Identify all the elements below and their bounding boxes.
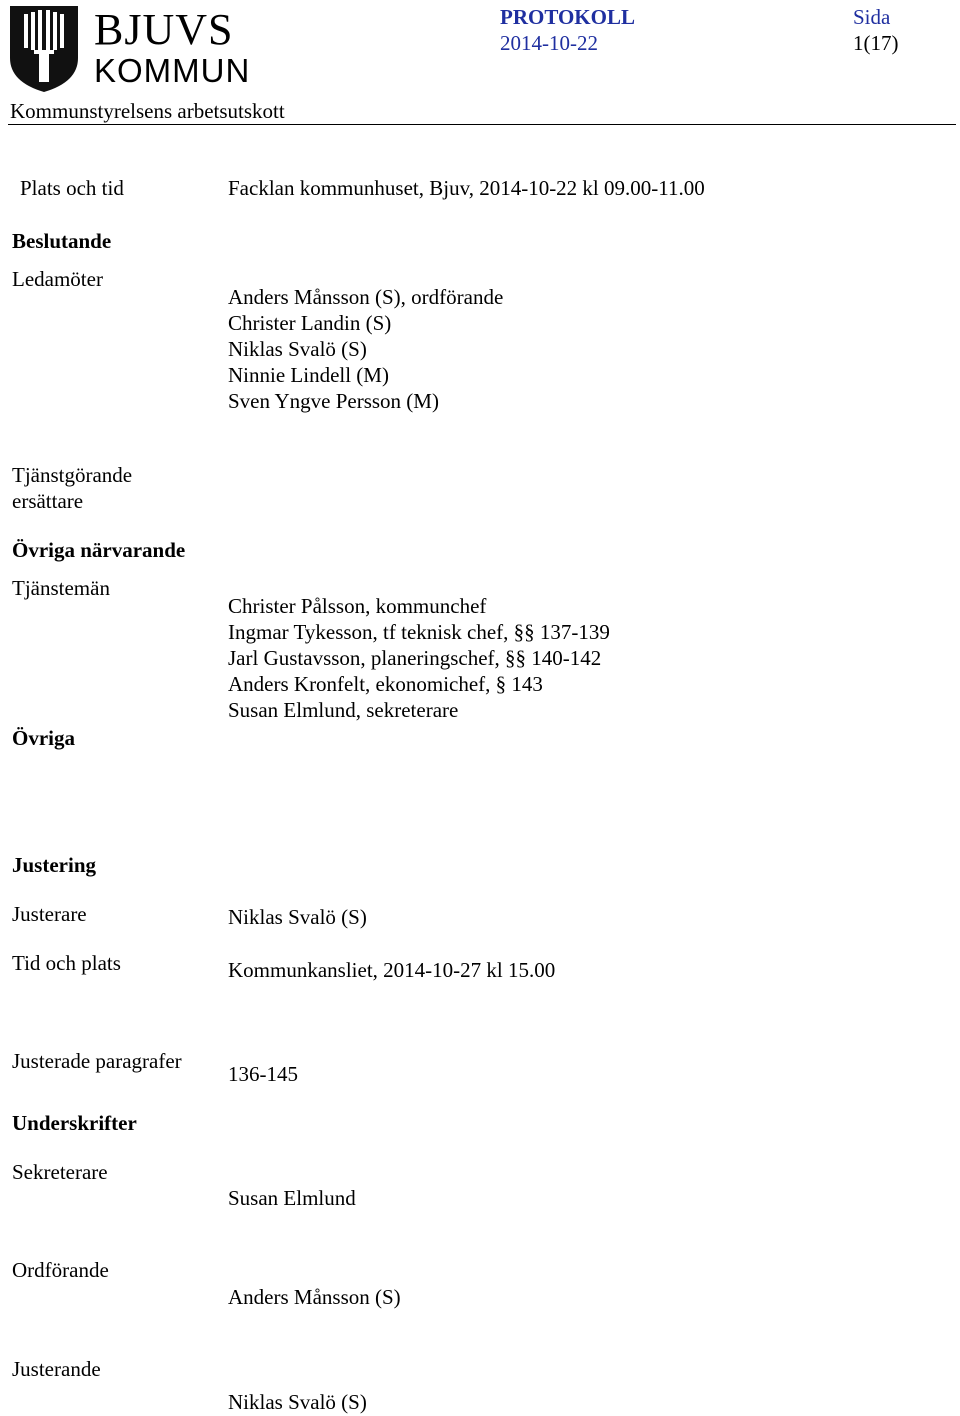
members-list xyxy=(228,284,503,414)
signatures-heading: Underskrifter xyxy=(12,1111,137,1135)
signature-adjuster-name: Niklas Svalö (S) xyxy=(228,1390,367,1414)
adjuster-value: Niklas Svalö (S) xyxy=(228,905,367,929)
substitutes-label-line2: ersättare xyxy=(12,489,84,513)
members-label: Ledamöter xyxy=(12,267,103,291)
member-item: Ninnie Lindell (M) xyxy=(228,363,389,387)
officials-list xyxy=(228,593,610,723)
official-item: Ingmar Tykesson, tf teknisk chef, §§ 137-139 xyxy=(228,620,610,644)
substitutes-label-line1: Tjänstgörande xyxy=(12,463,133,487)
torch-emblem-icon xyxy=(8,2,80,94)
officials-label: Tjänstemän xyxy=(12,576,110,600)
member-item: Sven Yngve Persson (M) xyxy=(228,389,439,413)
logo-name: BJUVS xyxy=(94,5,234,54)
other-label: Övriga xyxy=(12,726,75,750)
chair-label: Ordförande xyxy=(12,1258,109,1282)
official-item: Christer Pålsson, kommunchef xyxy=(228,594,487,618)
time-place-value: Kommunkansliet, 2014-10-27 kl 15.00 xyxy=(228,958,556,982)
signature-adjuster-label: Justerande xyxy=(12,1357,101,1381)
document-type: PROTOKOLL xyxy=(500,5,635,29)
member-item: Christer Landin (S) xyxy=(228,311,392,335)
document-date: 2014-10-22 xyxy=(500,31,598,55)
paragraphs-value: 136-145 xyxy=(228,1062,298,1086)
adjuster-label: Justerare xyxy=(12,902,87,926)
official-item: Anders Kronfelt, ekonomichef, § 143 xyxy=(228,672,543,696)
header-divider xyxy=(8,124,956,125)
place-value: Facklan kommunhuset, Bjuv, 2014-10-22 kl 09.00-11.00 xyxy=(228,176,705,200)
others-present-heading: Övriga närvarande xyxy=(12,538,186,562)
member-item: Anders Månsson (S), ordförande xyxy=(228,285,504,309)
official-item: Jarl Gustavsson, planeringschef, §§ 140-142 xyxy=(228,646,602,670)
chair-name: Anders Månsson (S) xyxy=(228,1285,401,1309)
logo-subtitle: KOMMUN xyxy=(94,52,251,89)
decision-makers-heading: Beslutande xyxy=(12,229,112,253)
secretary-label: Sekreterare xyxy=(12,1160,108,1184)
secretary-name: Susan Elmlund xyxy=(228,1186,356,1210)
adjustment-heading: Justering xyxy=(12,853,96,877)
committee-name: Kommunstyrelsens arbetsutskott xyxy=(10,99,285,123)
member-item: Niklas Svalö (S) xyxy=(228,337,367,361)
page-label: Sida xyxy=(853,5,891,29)
page-number: 1(17) xyxy=(853,31,899,55)
paragraphs-label: Justerade paragrafer xyxy=(12,1049,182,1073)
time-place-label: Tid och plats xyxy=(12,951,121,975)
bjuv-kommun-logo xyxy=(8,2,251,94)
official-item: Susan Elmlund, sekreterare xyxy=(228,698,459,722)
place-label: Plats och tid xyxy=(20,176,124,200)
